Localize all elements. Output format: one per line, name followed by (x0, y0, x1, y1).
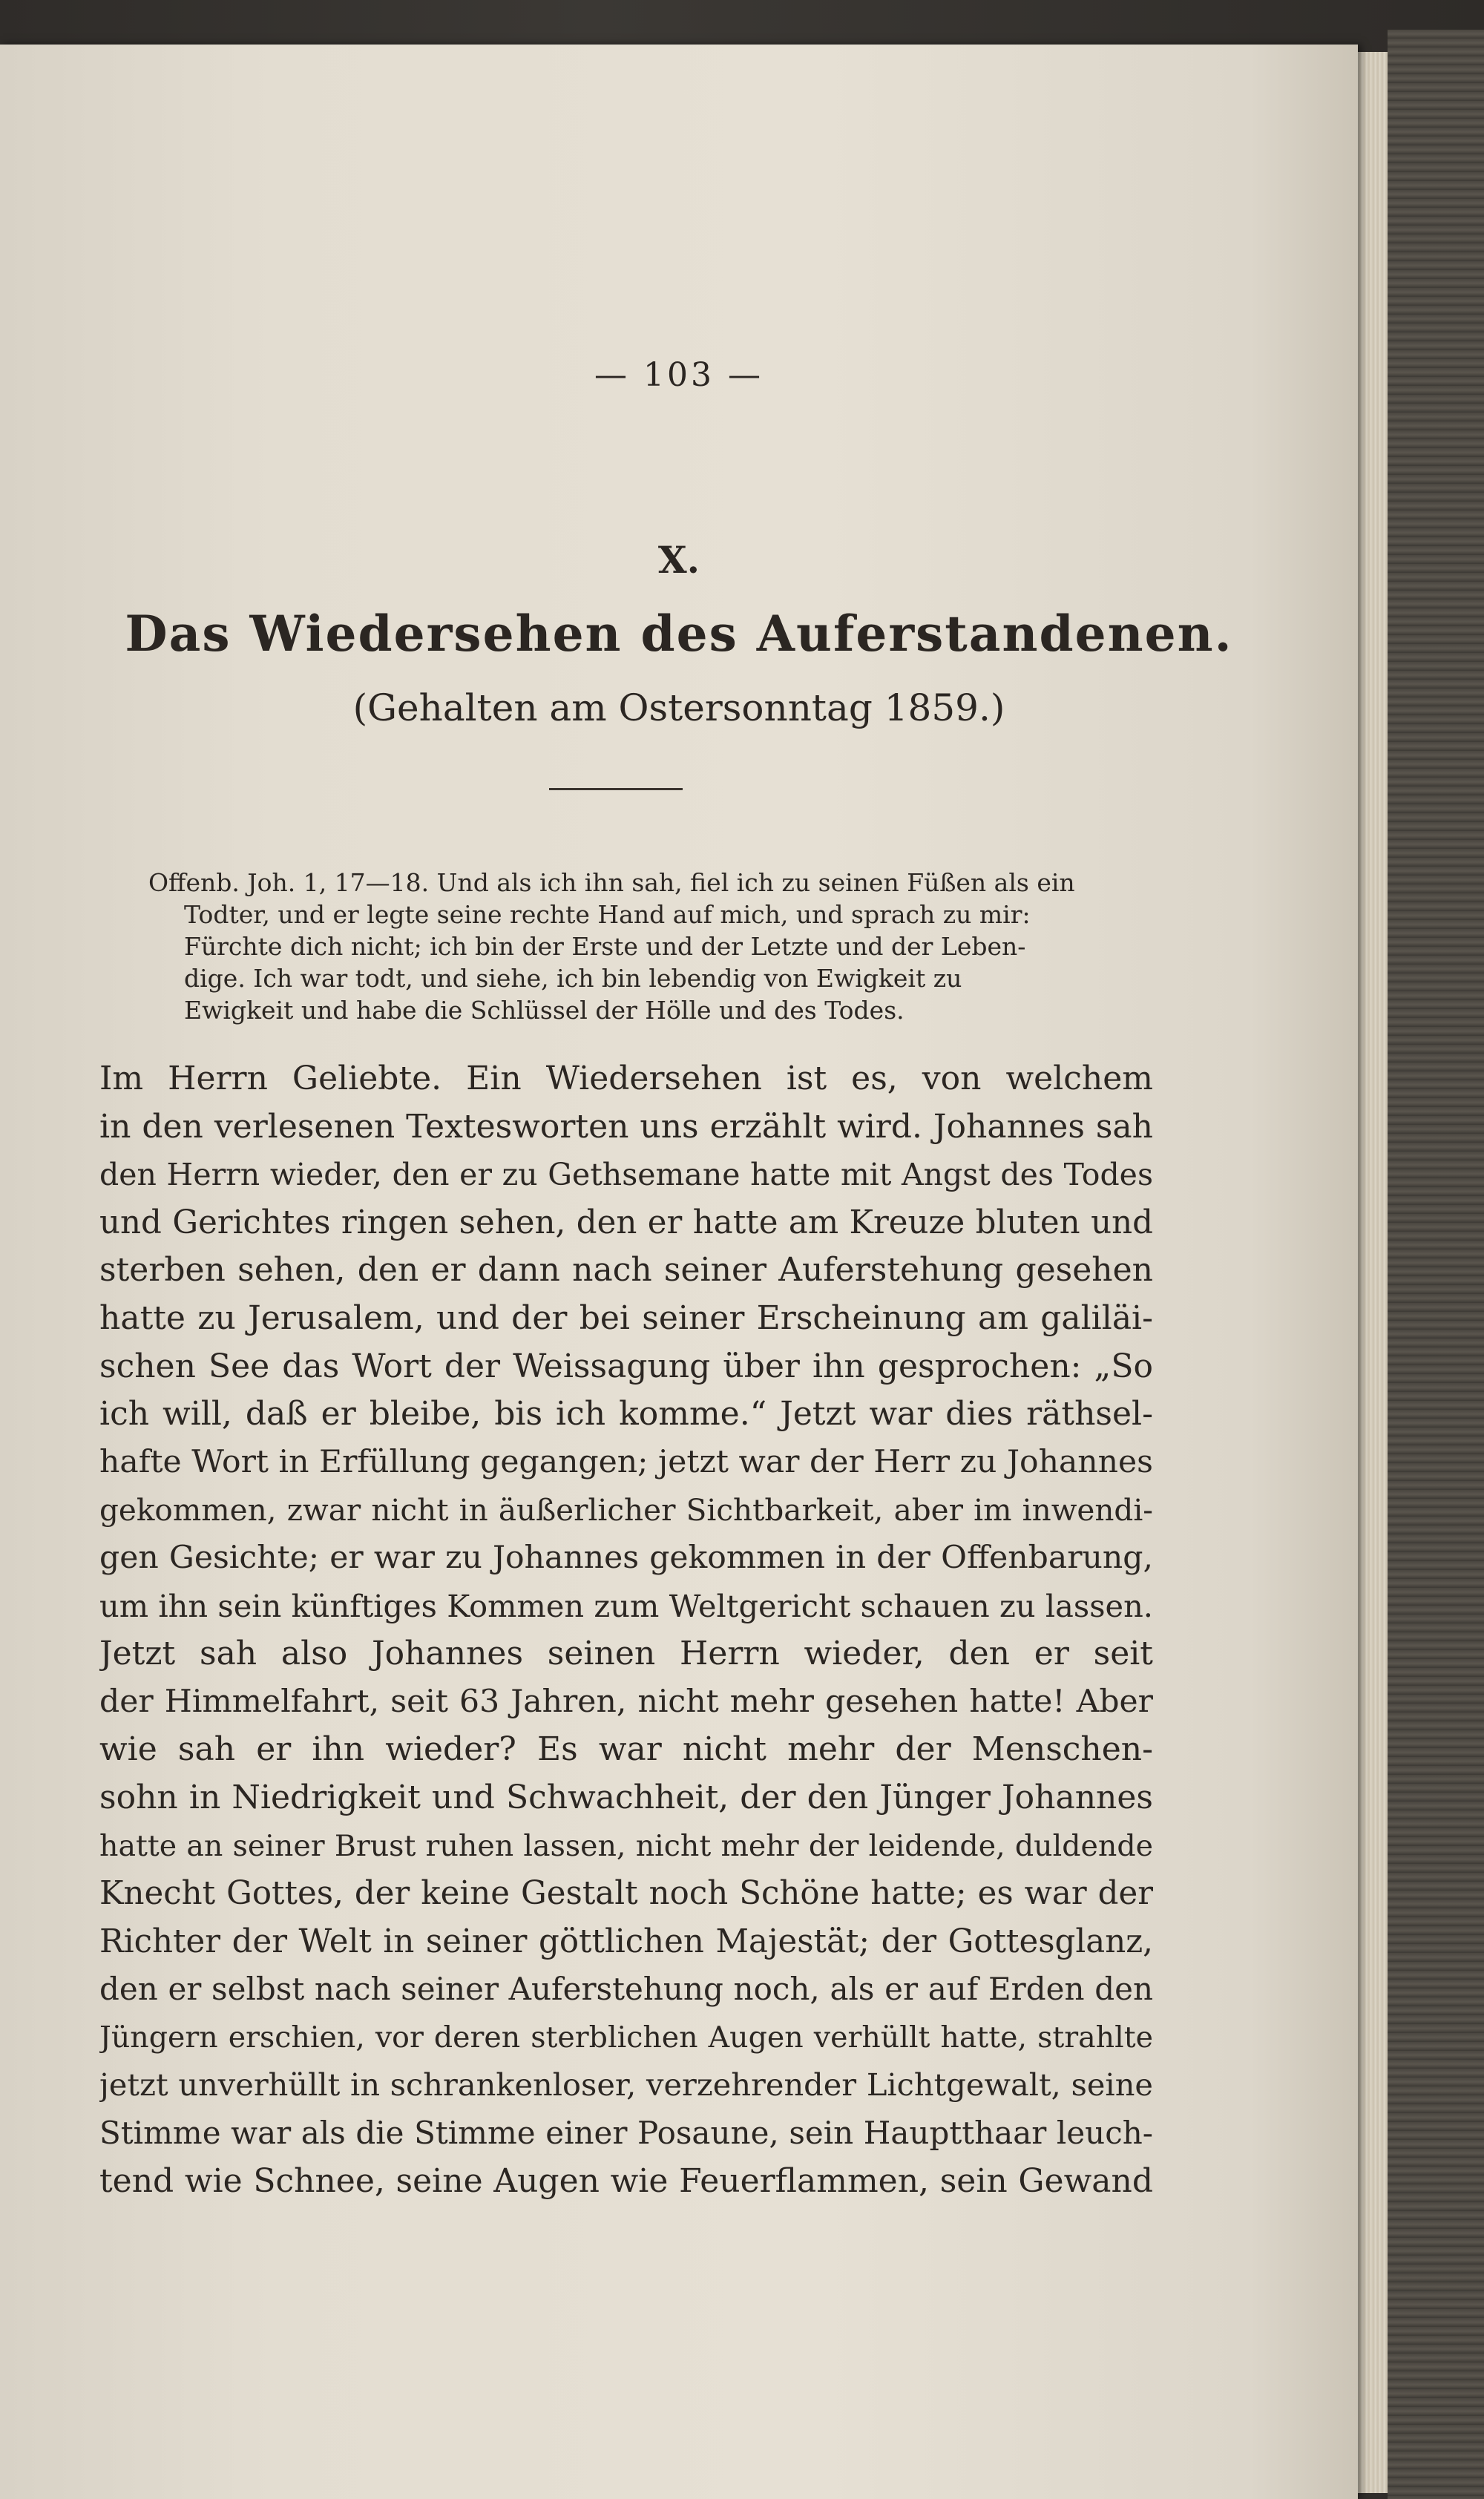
text-line: hatte zu Jerusalem, und der bei seiner Erscheinung am galiläi- (99, 1298, 1153, 1337)
scripture-motto (148, 867, 1143, 1026)
text-line: Im Herrn Geliebte. Ein Wiedersehen ist es, von welchem (99, 1060, 1153, 1097)
book-page (0, 45, 1358, 2499)
motto-line: Ewigkeit und habe die Schlüssel der Hölle und des Todes. (184, 996, 904, 1025)
chapter-title: Das Wiedersehen des Auferstandenen. (125, 605, 1233, 663)
text-line: und Gerichtes ringen sehen, den er hatte am Kreuze bluten und (99, 1203, 1153, 1241)
text-line: in den verlesenen Textesworten uns erzählt wird. Johannes sah (99, 1107, 1153, 1146)
text-line: wie sah er ihn wieder? Es war nicht mehr der Menschen- (99, 1730, 1153, 1769)
text-line: gen Gesichte; er war zu Johannes gekommen in der Offenbarung, (99, 1539, 1153, 1576)
page-number: — 103 — (594, 356, 764, 394)
chapter-number: X. (657, 538, 700, 582)
text-line: hatte an seiner Brust ruhen lassen, nicht mehr der leidende, duldende (99, 1828, 1153, 1863)
text-line: jetzt unverhüllt in schrankenloser, verzehrender Lichtgewalt, seine (99, 2066, 1153, 2104)
divider-rule (549, 788, 683, 790)
motto-line: Fürchte dich nicht; ich bin der Erste und der Letzte und der Leben- (184, 932, 1026, 961)
text-line: den Herrn wieder, den er zu Gethsemane hatte mit Angst des Todes (99, 1157, 1153, 1193)
text-line: der Himmelfahrt, seit 63 Jahren, nicht mehr gesehen hatte! Aber (99, 1683, 1153, 1720)
text-line: sterben sehen, den er dann nach seiner Auferstehung gesehen (99, 1251, 1153, 1290)
text-line: tend wie Schnee, seine Augen wie Feuerflammen, sein Gewand (99, 2161, 1153, 2200)
text-line: gekommen, zwar nicht in äußerlicher Sichtbarkeit, aber im inwendi- (99, 1492, 1153, 1528)
text-line: Jüngern erschien, vor deren sterblichen Augen verhüllt hatte, strahlte (99, 2020, 1153, 2055)
motto-line: Todter, und er legte seine rechte Hand auf mich, und sprach zu mir: (184, 900, 1031, 929)
text-line: Jetzt sah also Johannes seinen Herrn wieder, den er seit (99, 1635, 1153, 1673)
page-stack-edge (1358, 52, 1388, 2493)
text-line: schen See das Wort der Weissagung über ihn gesprochen: „So (99, 1347, 1153, 1385)
text-line: den er selbst nach seiner Auferstehung noch, als er auf Erden den (99, 1971, 1153, 2008)
text-line: ich will, daß er bleibe, bis ich komme.“ Jetzt war dies räthsel- (99, 1395, 1153, 1434)
book-cover-edge (1388, 30, 1484, 2499)
text-line: Richter der Welt in seiner göttlichen Majestät; der Gottesglanz, (99, 1922, 1153, 1960)
sermon-text (99, 1055, 1153, 2205)
text-line: Knecht Gottes, der keine Gestalt noch Schöne hatte; es war der (99, 1875, 1153, 1913)
text-line: hafte Wort in Erfüllung gegangen; jetzt war der Herr zu Johannes (99, 1443, 1153, 1480)
motto-line: dige. Ich war todt, und siehe, ich bin lebendig von Ewigkeit zu (184, 964, 962, 993)
text-line: um ihn sein künftiges Kommen zum Weltgericht schauen zu lassen. (99, 1587, 1153, 1624)
chapter-subtitle: (Gehalten am Ostersonntag 1859.) (352, 686, 1005, 729)
text-line: sohn in Niedrigkeit und Schwachheit, der den Jünger Johannes (99, 1778, 1153, 1816)
text-line: Stimme war als die Stimme einer Posaune, sein Hauptthaar leuch- (99, 2115, 1153, 2152)
motto-line: Offenb. Joh. 1, 17—18. Und als ich ihn sah, fiel ich zu seinen Füßen als ein (148, 868, 1075, 897)
